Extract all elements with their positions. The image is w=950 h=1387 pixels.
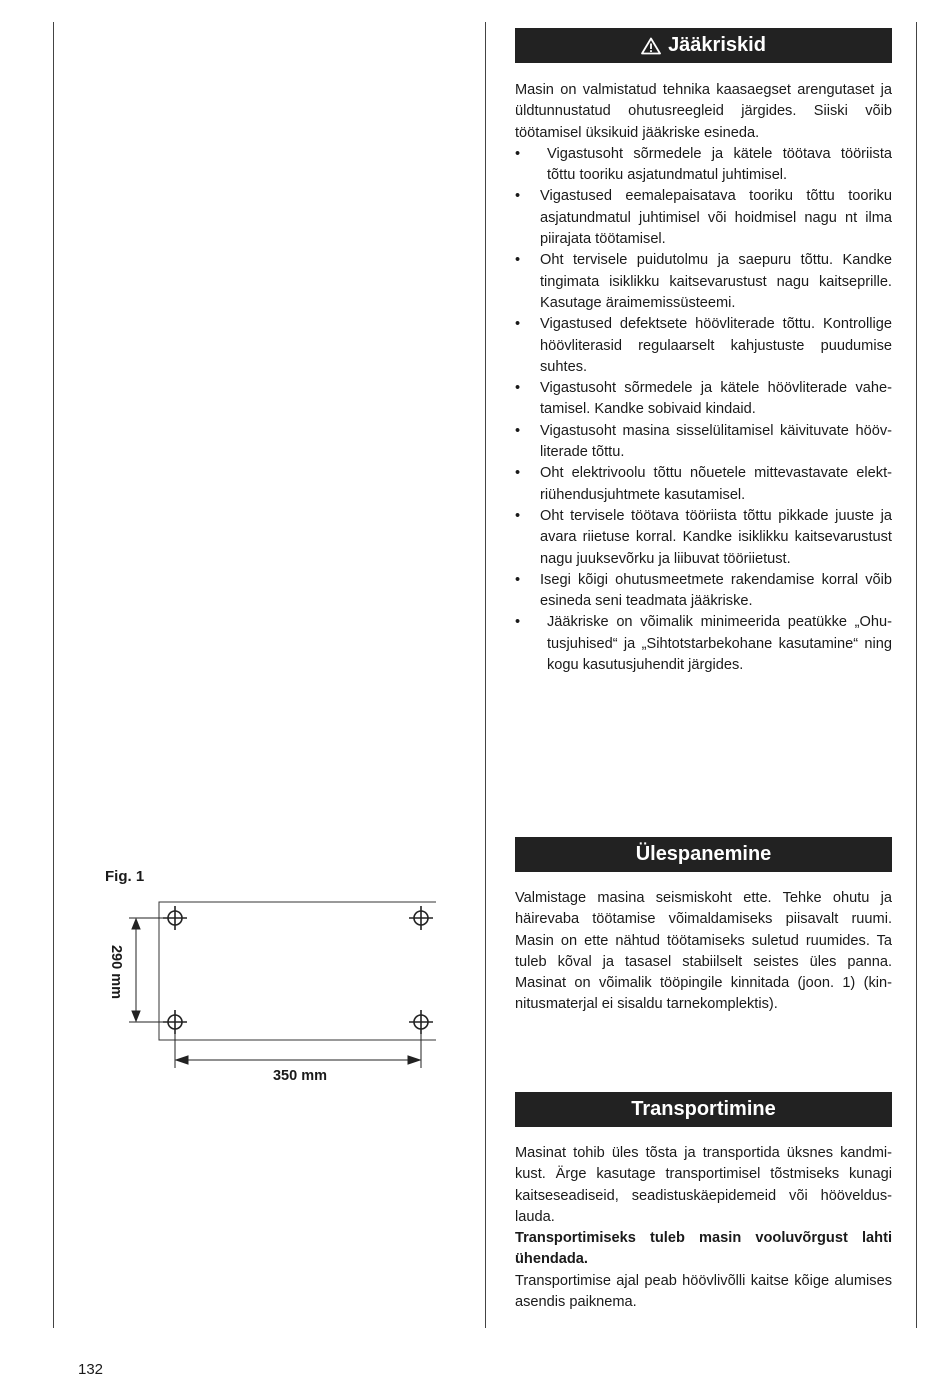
mounting-hole-top-right <box>409 906 433 930</box>
height-dimension-label <box>104 942 128 1002</box>
residual-risks-body <box>515 80 892 676</box>
height-dimension-line <box>129 918 163 1022</box>
transport-warning: Transportimiseks tuleb masin vooluvõrgust lahti ühendada. <box>515 1230 892 1268</box>
transport-title: Transportimine <box>631 1098 776 1120</box>
right-margin-line <box>916 22 917 1328</box>
transport-text-2: Transportimise ajal peab höövlivõlli kaitse kõige alumises asendis paiknema. <box>515 1272 892 1311</box>
mounting-hole-top-left <box>163 906 187 930</box>
transport-body <box>515 1143 892 1313</box>
risk-bullet-2: • Vigastused eemalepaisatava tooriku tõttu tooriku asjatundmatul juhtimisel või hoidmisel nagu nt ilma piirajata töötamisel. <box>515 186 892 250</box>
risk-bullet-1: • Vigastusoht sõrmedele ja kätele töötava tööriista tõttu tooriku asjatundmatul juhtimisel. <box>515 144 892 187</box>
risk-bullet-6: • Vigastusoht masina sisselülitamisel käivituvate höövliterade tõttu. <box>515 421 892 464</box>
page-number: 132 <box>78 1361 104 1378</box>
setup-text: Valmistage masina seismiskoht ette. Tehke ohutu ja häirevaba töötamise võimaldamiseks piisavalt ruumi. Masin on ette nähtud töötamiseks suletud ruumides. Ta tuleb kõval ja tasasel stabiilselt seistes üles panna. Masinat on võimalik tööpingile kinnitada (joon. 1) (kinnitusmaterjal ei sisaldu tarnekomplektis). <box>515 890 892 1013</box>
left-margin-line <box>53 22 54 1328</box>
risk-bullet-5: • Vigastusoht sõrmedele ja kätele höövliterade vahetamisel. Kandke sobivaid kindaid. <box>515 378 892 421</box>
setup-header <box>515 837 892 872</box>
risk-bullet-9: • Isegi kõigi ohutusmeetmete rakendamise korral võib esineda seni teadmata jääkriske. <box>515 570 892 613</box>
risk-bullet-4: • Vigastused defektsete höövliterade tõttu. Kontrollige höövliterasid regulaarselt kahjustuste puudumise suhtes. <box>515 314 892 378</box>
risk-bullet-3: • Oht tervisele puidutolmu ja saepuru tõttu. Kandke tingimata isiklikku kaitsevarustust nagu kaitseprille. Kasutage äraimemissüsteemi. <box>515 250 892 314</box>
residual-risks-intro: Masin on valmistatud tehnika kaasaegset arengutaset ja üldtunnustatud ohutusreegleid järgides. Siiski võib töötamisel üksikuid jääkriske esineda. <box>515 82 892 141</box>
height-dimension-text: 290 mm <box>108 944 125 1000</box>
width-dimension-label: 350 mm <box>272 1068 327 1084</box>
transport-text-1: Masinat tohib üles tõsta ja transportida üksnes kandmikust. Ärge kasutage transportimisel tõstmiseks kunagi kaitseseadiseid, seadistuskäepidemeid või höövelduslauda. <box>515 1145 892 1225</box>
residual-risks-title: Jääkriskid <box>668 34 766 56</box>
warning-icon <box>641 37 661 55</box>
transport-header <box>515 1092 892 1127</box>
figure-label: Fig. 1 <box>105 868 145 885</box>
setup-title: Ülespanemine <box>635 843 772 865</box>
setup-body <box>515 888 892 1016</box>
risk-bullet-10: • Jääkriske on võimalik minimeerida peatükke „Ohutusjuhised“ ja „Sihtotstarbekohane kasutamine“ ning kogu kasutusjuhendit järgides. <box>515 612 892 676</box>
width-dimension-line <box>175 1029 421 1068</box>
bench-outline <box>159 902 436 1040</box>
risk-bullet-8: • Oht tervisele töötava tööriista tõttu pikkade juuste ja avara riietuse korral. Kandke isiklikku kaitsevarustust nagu juuksevõrku ja liibuvat tööriietust. <box>515 506 892 570</box>
risk-bullet-7: • Oht elektrivoolu tõttu nõuetele mittevastavate elektriühendusjuhtmete kasutamisel. <box>515 463 892 506</box>
residual-risks-header <box>515 28 892 63</box>
column-divider-line <box>485 22 486 1328</box>
